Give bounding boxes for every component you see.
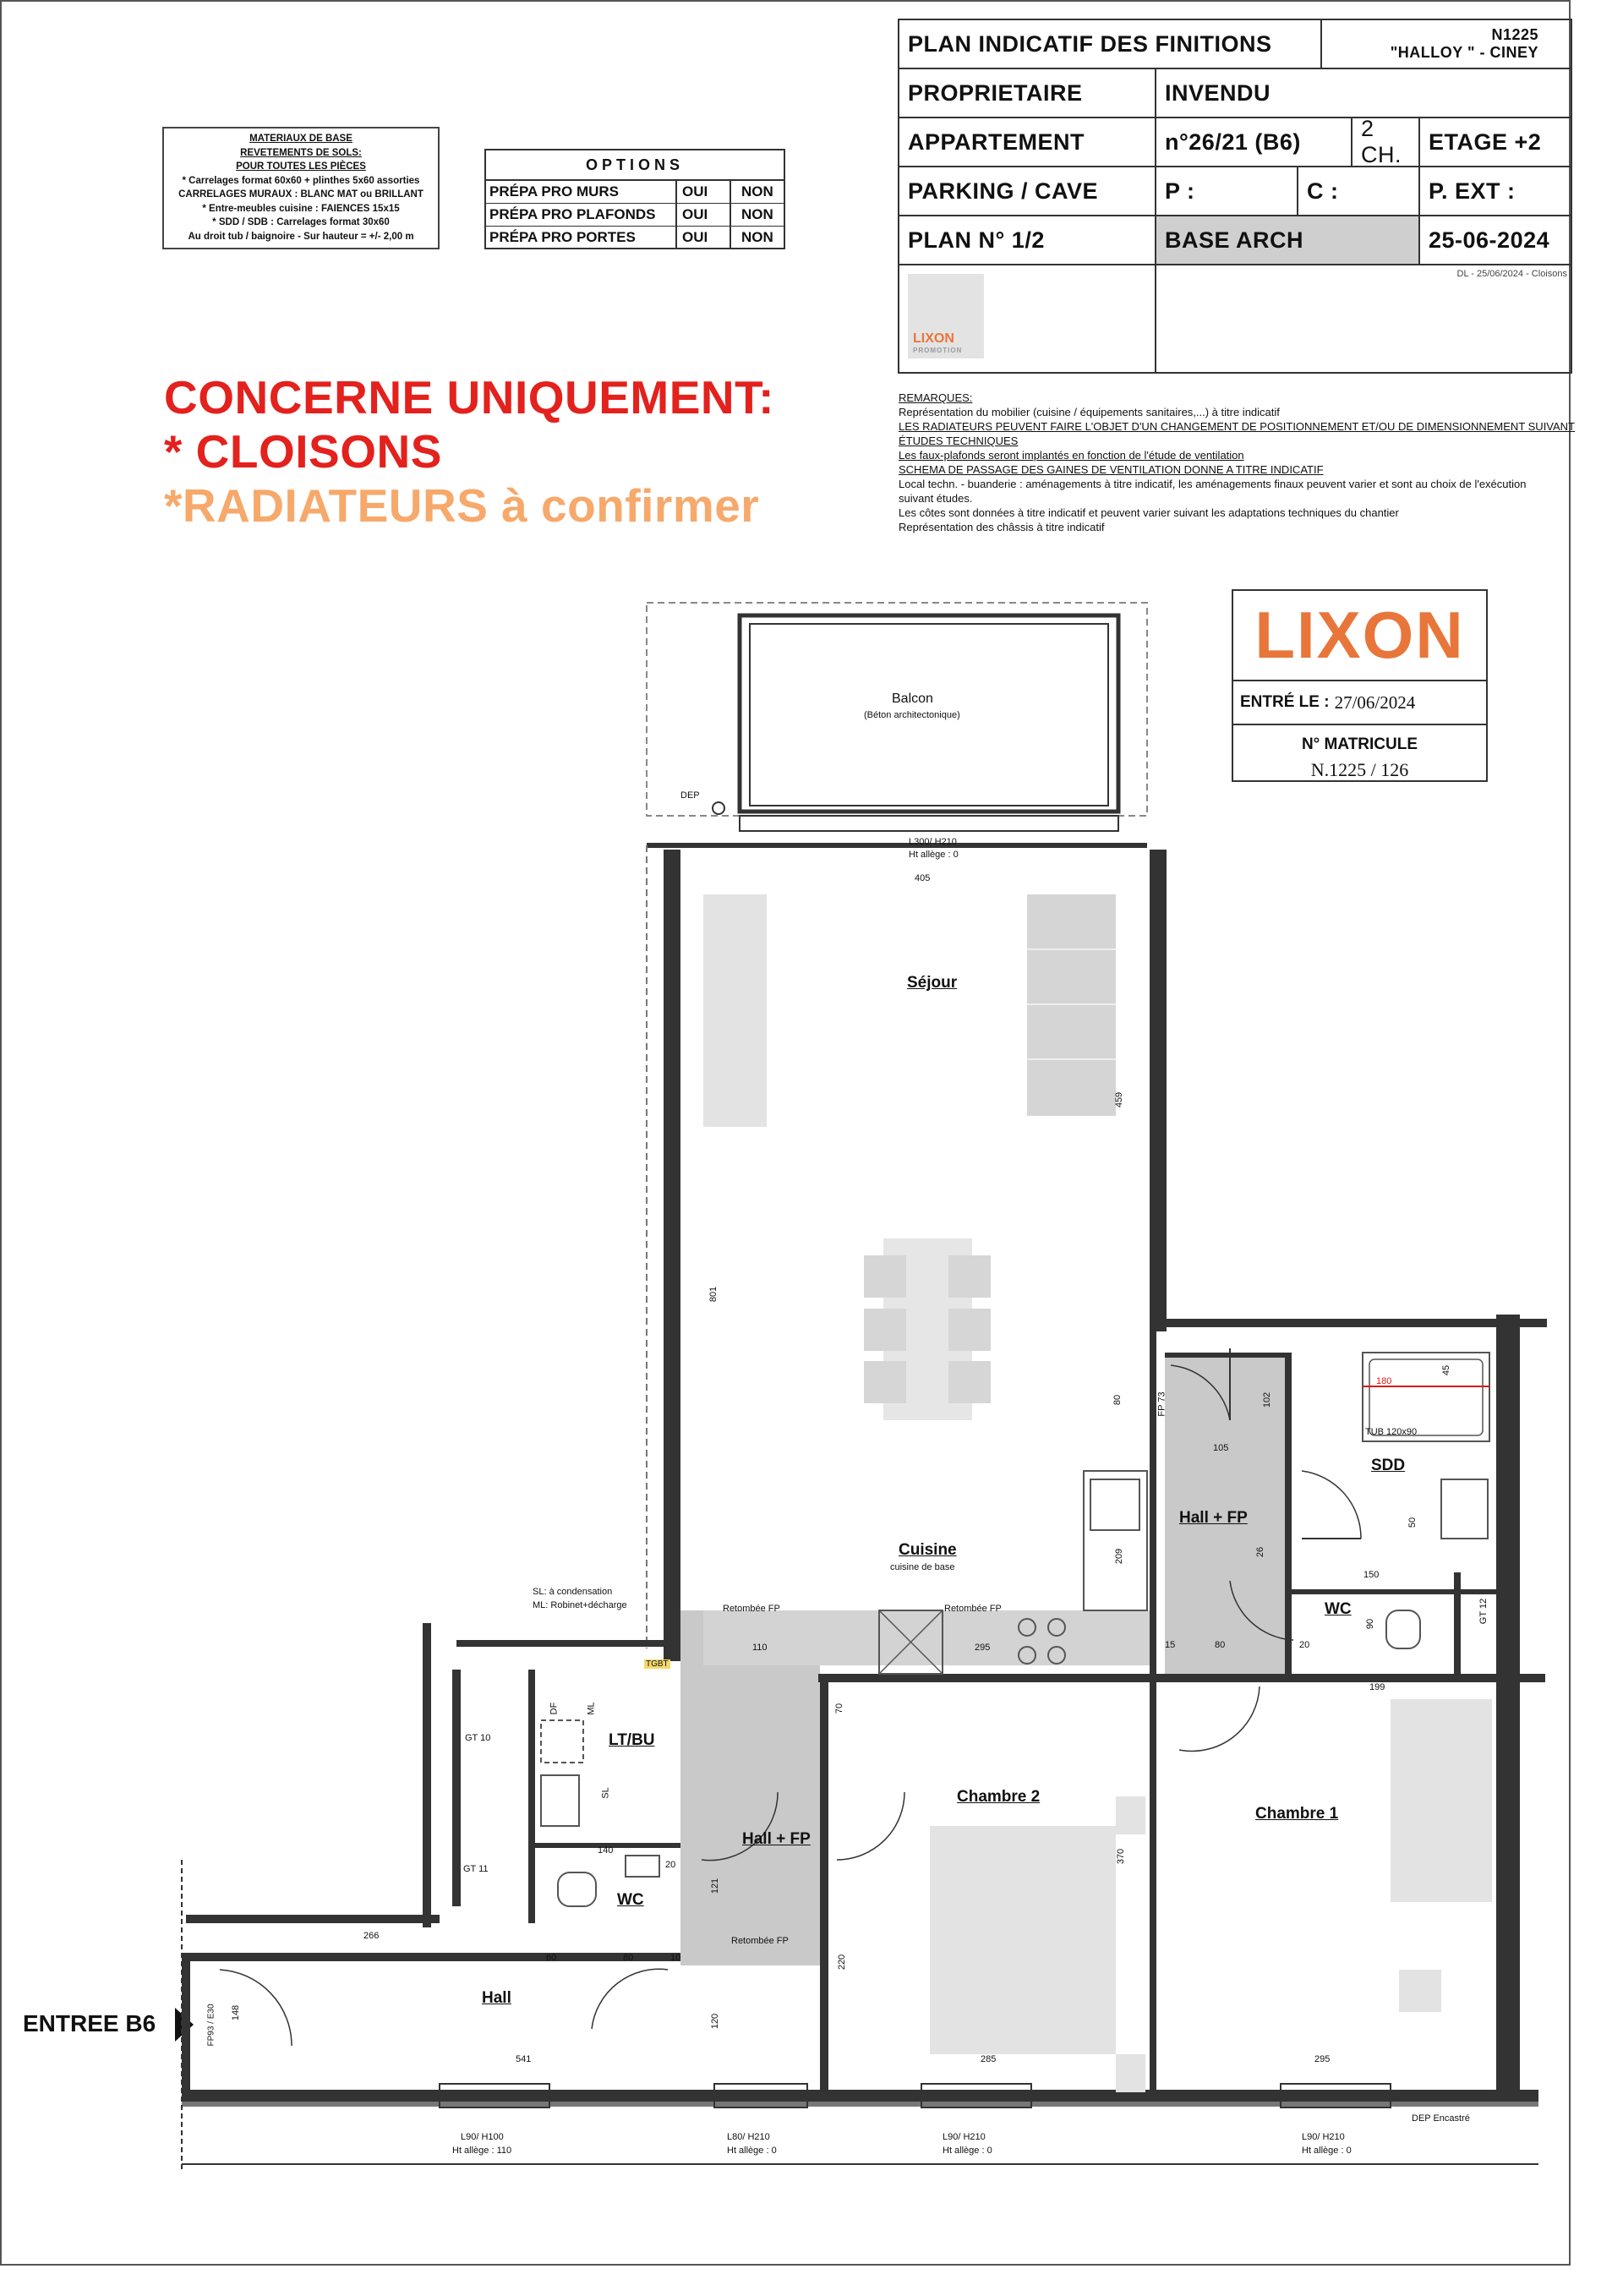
parking-p: P : [1156,167,1298,215]
dim-120: 120 [710,2013,721,2030]
dim-459: 459 [1114,1091,1125,1108]
remark-line: suivant études. [899,492,973,505]
plan-type: BASE ARCH [1156,216,1420,264]
fp93-label: FP93 / E30 [206,2004,216,2047]
room-label-balcon: Balcon [892,692,933,706]
balcon-sub: (Béton architectonique) [864,710,960,720]
room-label-cuisine: Cuisine [899,1541,957,1559]
notice-line-2: * CLOISONS [164,425,442,478]
dim-10: 10 [670,1953,681,1963]
gt11-label: GT 11 [463,1864,489,1874]
remark-line: Les faux-plafonds seront implantés en fonction de l'étude de ventilation [899,449,1244,462]
remarks-title: REMARQUES: [899,391,973,404]
fp73-label: FP 73 [1156,1391,1167,1417]
floors-title: REVETEMENTS DE SOLS: [240,147,362,158]
dim-45: 45 [1441,1364,1452,1376]
gt12-label: GT 12 [1478,1598,1489,1625]
window-1-size: L90/ H100 [461,2132,504,2142]
dim-60: 60 [546,1953,557,1963]
plan-title: PLAN INDICATIF DES FINITIONS [899,20,1322,68]
dim-148: 148 [231,2004,242,2021]
plan-date: 25-06-2024 [1429,227,1550,253]
dim-405: 405 [915,873,931,883]
dim-50: 50 [1407,1517,1418,1528]
room-label-chambre-2: Chambre 2 [957,1788,1041,1806]
retombee-fp-1: Retombée FP [723,1604,780,1614]
dim-541: 541 [516,2054,532,2064]
remark-line: Les côtes sont données à titre indicatif et peuvent varier suivant les adaptations techniques du chantier [899,506,1399,519]
dim-20: 20 [1299,1640,1310,1650]
materials-line: CARRELAGES MURAUX : BLANC MAT ou BRILLANT [178,189,424,200]
apartment-label: APPARTEMENT [899,118,1156,166]
room-label-hall-fp-right: Hall + FP [1179,1509,1248,1527]
materials-line: * Carrelages format 60x60 + plinthes 5x60 assorties [182,175,420,186]
floors-scope: POUR TOUTES LES PIÈCES [236,161,366,172]
dim-70: 70 [834,1703,845,1714]
entrance-label: ENTREE B6 [23,2010,156,2036]
room-label-sejour: Séjour [907,974,958,992]
parking-ext: P. EXT : [1429,178,1516,204]
remark-line: Représentation du mobilier (cuisine / équipements sanitaires,...) à titre indicatif [899,406,1280,418]
sl-note: SL: à condensation [533,1587,613,1597]
dim-80b: 80 [1215,1640,1226,1650]
dim-20b: 20 [665,1860,676,1870]
remark-line: ÉTUDES TECHNIQUES [899,435,1019,447]
option-row: PRÉPA PRO MURS OUI NON [486,181,784,204]
room-label-sdd: SDD [1371,1457,1406,1474]
materials-line: * SDD / SDB : Carrelages format 30x60 [212,217,390,227]
options-header: OPTIONS [486,150,784,181]
apartment-value: n°26/21 (B6) [1156,118,1352,166]
dim-121: 121 [710,1878,721,1894]
dim-209: 209 [1114,1548,1125,1565]
retombee-fp-2: Retombée FP [944,1604,1002,1614]
notice-line-1: CONCERNE UNIQUEMENT: [164,371,774,424]
dep-icon [713,802,724,814]
dim-105: 105 [1213,1443,1229,1453]
room-label-hall: Hall [482,1989,511,2007]
dim-180: 180 [1376,1376,1392,1386]
cuisine-sub: cuisine de base [890,1562,955,1572]
window-4-allege: Ht allège : 0 [1302,2146,1352,2156]
dim-266: 266 [363,1931,380,1941]
revision-note: DL - 25/06/2024 - Cloisons [1456,269,1567,279]
room-label-lt-bu: LT/BU [609,1731,655,1749]
dim-150: 150 [1363,1570,1380,1580]
project-name: "HALLOY " - CINEY [1390,44,1538,61]
retombee-fp-3: Retombée FP [731,1936,789,1946]
remark-line: Local techn. - buanderie : aménagements à titre indicatif, les aménagements finaux peuvent varier et sont au choix de l'exécution [899,478,1527,490]
option-row: PRÉPA PRO PLAFONDS OUI NON [486,204,784,227]
sl-label: SL [600,1787,611,1799]
dim-220: 220 [837,1954,848,1971]
dim-80c: 80 [623,1953,634,1963]
dim-199: 199 [1369,1682,1385,1692]
parking-label: PARKING / CAVE [899,167,1156,215]
dim-285: 285 [981,2054,997,2064]
tub-label: TUB 120x90 [1365,1427,1418,1437]
dim-15: 15 [1165,1640,1176,1650]
window-3-size: L90/ H210 [943,2132,986,2142]
remark-line: LES RADIATEURS PEUVENT FAIRE L'OBJET D'UN CHANGEMENT DE POSITIONNEMENT ET/OU DE DIMENSIONNEMENT SUIVANT [899,420,1576,433]
matricule-label: N° MATRICULE [1301,735,1418,753]
materials-line: * Entre-meubles cuisine : FAIENCES 15x15 [202,203,400,214]
dim-370: 370 [1116,1848,1127,1865]
dep-encastre-label: DEP Encastré [1412,2113,1470,2124]
window-3-allege: Ht allège : 0 [943,2146,992,2156]
materials-title: MATERIAUX DE BASE [249,134,352,144]
dim-26: 26 [1255,1546,1266,1558]
room-label-wc-right: WC [1325,1600,1352,1618]
balcony-window-size: L300/ H210 [909,837,957,847]
room-label-hall-fp-left: Hall + FP [742,1830,811,1848]
dim-110: 110 [752,1643,768,1653]
dim-80: 80 [1112,1394,1123,1406]
window-1-allege: Ht allège : 110 [452,2146,512,2156]
gt10-label: GT 10 [465,1733,491,1743]
notice-line-3: *RADIATEURS à confirmer [164,479,760,532]
project-code: N1225 [1491,26,1538,43]
floor-level: ETAGE +2 [1429,128,1542,155]
remark-line: Représentation des châssis à titre indicatif [899,521,1105,533]
room-label-wc-left: WC [617,1891,644,1909]
lixon-promotion-logo: LIXON PROMOTION [908,274,984,358]
window-2-size: L80/ H210 [727,2132,770,2142]
ml-note: ML: Robinet+décharge [533,1600,627,1610]
dep-label: DEP [680,790,700,801]
ml-label: ML [586,1702,597,1715]
dim-801: 801 [708,1286,719,1303]
parking-c: C : [1298,167,1420,215]
dim-90: 90 [1365,1618,1376,1630]
entry-label: ENTRÉ LE : [1240,693,1330,711]
owner-value: INVENDU [1165,79,1271,106]
owner-label: PROPRIETAIRE [899,69,1156,117]
dim-140: 140 [598,1845,614,1856]
dim-102: 102 [1262,1391,1273,1408]
dim-295b: 295 [1314,2054,1331,2064]
plan-number: PLAN N° 1/2 [899,216,1156,264]
option-row: PRÉPA PRO PORTES OUI NON [486,227,784,249]
tgbt-label: TGBT [646,1659,669,1669]
room-label-chambre-1: Chambre 1 [1255,1805,1339,1823]
window-2-allege: Ht allège : 0 [727,2146,777,2156]
entry-date: 27/06/2024 [1334,692,1416,713]
matricule-value: N.1225 / 126 [1310,759,1409,780]
balcony-allege: Ht allège : 0 [909,850,959,860]
materials-line: Au droit tub / baignoire - Sur hauteur = +/- 2,00 m [188,231,414,242]
bedroom-count: 2 CH. [1352,118,1420,166]
dim-295: 295 [975,1643,991,1653]
window-4-size: L90/ H210 [1302,2132,1345,2142]
lixon-logo: LIXON [1233,591,1486,681]
df-label: DF [549,1702,560,1715]
remark-line: SCHEMA DE PASSAGE DES GAINES DE VENTILATION DONNE A TITRE INDICATIF [899,463,1324,476]
